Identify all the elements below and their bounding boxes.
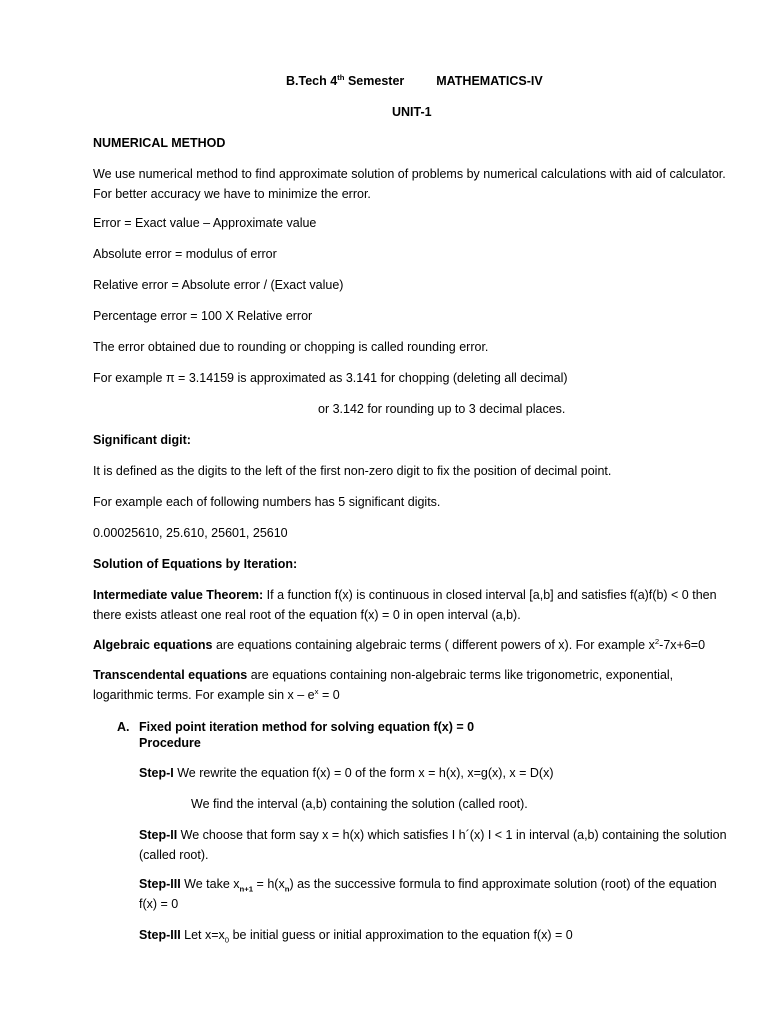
step-4-subscript-0: 0 [224, 935, 230, 945]
course-prefix: B.Tech 4 [286, 74, 338, 88]
transcendental-equations-paragraph [93, 666, 728, 705]
step-3-subscript-n-plus-1: n+1 [239, 884, 254, 894]
transcendental-power: x [314, 686, 319, 696]
step-1-text: We rewrite the equation f(x) = 0 of the form x = h(x), x=g(x), x = D(x) [173, 766, 554, 780]
step-1 [139, 764, 728, 782]
ivt-text: If a function f(x) is continuous in closed interval [a,b] and satisfies f(a)f(b) < 0 then there exists atleast one real root of the equation f(x) = 0 in open interval (a,b). [93, 588, 717, 622]
subject-title: MATHEMATICS-IV [436, 74, 543, 88]
list-marker-a: A. [117, 720, 130, 734]
transcendental-label: Transcendental equations [93, 668, 248, 682]
intro-paragraph: We use numerical method to find approximate solution of problems by numerical calculations with aid of calculator. For better accuracy we have to minimize the error. [93, 167, 726, 201]
unit-title: UNIT-1 [392, 105, 432, 119]
significant-digit-example-intro: For example each of following numbers has 5 significant digits. [93, 495, 441, 509]
course-header [286, 72, 728, 90]
ivt-paragraph [93, 586, 728, 625]
percentage-error-definition: Percentage error = 100 X Relative error [93, 309, 313, 323]
section-heading-iteration: Solution of Equations by Iteration: [93, 557, 298, 571]
algebraic-power: 2 [654, 636, 660, 646]
algebraic-equations-paragraph [93, 636, 728, 654]
step-4-text-b: be initial guess or initial approximation to the equation f(x) = 0 [229, 928, 573, 942]
pi-rounding-example: or 3.142 for rounding up to 3 decimal places. [318, 402, 566, 416]
absolute-error-definition: Absolute error = modulus of error [93, 247, 277, 261]
procedure-heading: Procedure [139, 736, 201, 750]
step-4-label: Step-III [139, 928, 181, 942]
step-3-label: Step-III [139, 877, 181, 891]
step-1-label: Step-I [139, 766, 174, 780]
rounding-error-statement: The error obtained due to rounding or chopping is called rounding error. [93, 340, 489, 354]
step-4 [139, 926, 728, 944]
significant-digit-example-numbers: 0.00025610, 25.610, 25601, 25610 [93, 526, 288, 540]
algebraic-label: Algebraic equations [93, 638, 213, 652]
step-3-subscript-n: n [284, 884, 290, 894]
ivt-label: Intermediate value Theorem: [93, 588, 264, 602]
transcendental-text: are equations containing non-algebraic terms like trigonometric, exponential, logarithmic terms. For example sin x – e [93, 668, 674, 702]
step-2-text: We choose that form say x = h(x) which satisfies I h´(x) I < 1 in interval (a,b) containing the solution (called root). [139, 828, 727, 862]
fixed-point-title: Fixed point iteration method for solving equation f(x) = 0 [139, 720, 475, 734]
section-heading-significant-digit: Significant digit: [93, 433, 191, 447]
step-2 [139, 826, 728, 865]
course-ordinal: th [337, 72, 345, 82]
error-definition: Error = Exact value – Approximate value [93, 216, 317, 230]
significant-digit-definition: It is defined as the digits to the left of the first non-zero digit to fix the position of decimal point. [93, 464, 612, 478]
step-1-interval: We find the interval (a,b) containing the solution (called root). [191, 797, 528, 811]
step-3-text-c: ) as the successive formula to find approximate solution (root) of the equation f(x) = 0 [139, 877, 717, 911]
course-suffix: Semester [344, 74, 405, 88]
step-3 [139, 875, 728, 914]
algebraic-tail: -7x+6=0 [659, 638, 706, 652]
step-3-text-b: = h(x [253, 877, 285, 891]
section-heading-numerical-method: NUMERICAL METHOD [93, 136, 226, 150]
transcendental-tail: = 0 [318, 687, 340, 702]
step-3-text-a: We take x [180, 877, 240, 891]
pi-chopping-example: For example π = 3.14159 is approximated as 3.141 for chopping (deleting all decimal) [93, 371, 568, 385]
step-2-label: Step-II [139, 828, 178, 842]
algebraic-text: are equations containing algebraic terms ( different powers of x). For example x [212, 638, 655, 652]
relative-error-definition: Relative error = Absolute error / (Exact value) [93, 278, 344, 292]
step-4-text-a: Let x=x [180, 928, 225, 942]
